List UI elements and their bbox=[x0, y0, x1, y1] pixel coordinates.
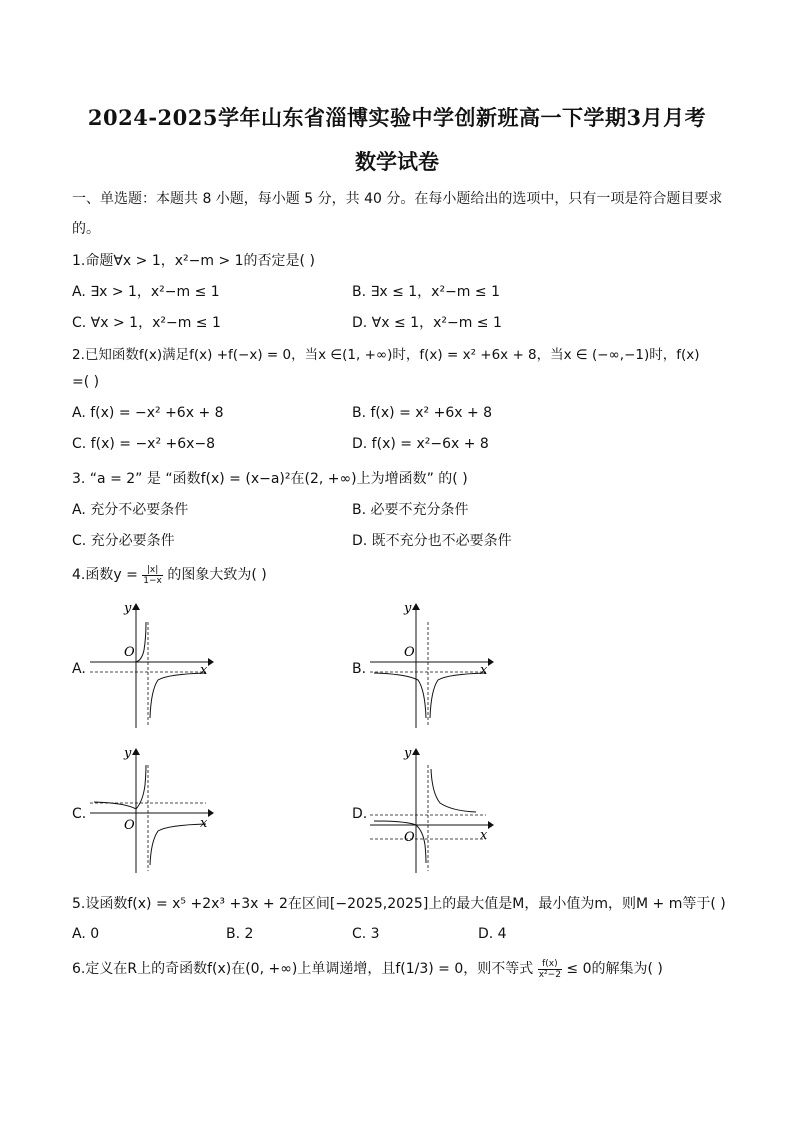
q4-option-d: D. bbox=[352, 806, 368, 822]
curve-left bbox=[94, 765, 146, 809]
q6-frac-num: f(x) bbox=[538, 959, 562, 970]
q1-option-b: B. ∃x ≤ 1，x²−m ≤ 1 bbox=[352, 284, 500, 300]
q1-stem: 1.命题∀x > 1，x²−m > 1的否定是( ) bbox=[72, 253, 315, 269]
q2-stem: 2.已知函数f(x)满足f(x) +f(−x) = 0，当x ∈(1, +∞)时，f(x) = x² +6x + 8，当x ∈ (−∞,−1)时，f(x) bbox=[72, 347, 700, 363]
origin-label: O bbox=[124, 818, 135, 833]
y-axis-arrow bbox=[412, 748, 420, 755]
q2-option-d: D. f(x) = x²−6x + 8 bbox=[352, 436, 489, 452]
q4-frac-num: |x| bbox=[142, 565, 163, 576]
q4-graph-a bbox=[86, 600, 216, 730]
q4-frac-den: 1−x bbox=[143, 575, 162, 586]
q3-option-b: B. 必要不充分条件 bbox=[352, 502, 469, 518]
section-heading-cont: 的。 bbox=[72, 221, 100, 237]
x-axis-label: x bbox=[480, 828, 488, 843]
q4-option-a: A. bbox=[72, 661, 86, 677]
y-axis-label: y bbox=[404, 601, 412, 616]
q5-option-d: D. 4 bbox=[478, 926, 507, 942]
curve-right bbox=[150, 824, 206, 865]
curve-right bbox=[150, 673, 206, 718]
x-axis-label: x bbox=[200, 663, 208, 678]
q6-fraction bbox=[538, 959, 562, 980]
q1-option-c: C. ∀x > 1，x²−m ≤ 1 bbox=[72, 315, 221, 331]
q6-frac-den: x²−2 bbox=[538, 969, 561, 980]
q4-stem bbox=[72, 564, 267, 586]
q5-option-b: B. 2 bbox=[226, 926, 254, 942]
y-axis-label: y bbox=[124, 601, 132, 616]
q2-stem-cont: =( ) bbox=[72, 374, 100, 390]
q2-option-c: C. f(x) = −x² +6x−8 bbox=[72, 436, 216, 452]
q4-graph-c bbox=[86, 745, 216, 875]
q3-stem: 3. “a = 2” 是 “函数f(x) = (x−a)²在(2, +∞)上为增函数” 的( ) bbox=[72, 471, 468, 487]
q4-graph-d bbox=[366, 745, 496, 875]
curve-left bbox=[94, 622, 146, 662]
curve-right bbox=[431, 769, 476, 812]
q4-stem-prefix: 4.函数y = bbox=[72, 567, 138, 583]
origin-label: O bbox=[404, 645, 415, 660]
q2-option-b: B. f(x) = x² +6x + 8 bbox=[352, 405, 493, 421]
curve-left bbox=[374, 673, 426, 718]
q5-option-a: A. 0 bbox=[72, 926, 100, 942]
q4-option-b: B. bbox=[352, 661, 367, 677]
q1-option-a: A. ∃x > 1，x²−m ≤ 1 bbox=[72, 284, 220, 300]
y-axis-label: y bbox=[404, 746, 412, 761]
q4-fraction bbox=[142, 565, 163, 586]
q1-option-d: D. ∀x ≤ 1，x²−m ≤ 1 bbox=[352, 315, 502, 331]
section-heading: 一、单选题：本题共 8 小题，每小题 5 分，共 40 分。在每小题给出的选项中，只有一项是符合题目要求 bbox=[72, 191, 723, 207]
q5-stem: 5.设函数f(x) = x⁵ +2x³ +3x + 2在区间[−2025,2025]上的最大值是M，最小值为m，则M + m等于( ) bbox=[72, 896, 726, 912]
q3-option-c: C. 充分必要条件 bbox=[72, 533, 175, 549]
origin-label: O bbox=[404, 830, 415, 845]
origin-label: O bbox=[124, 645, 135, 660]
y-axis-arrow bbox=[132, 748, 140, 755]
x-axis-label: x bbox=[200, 816, 208, 831]
q6-stem-suffix: ≤ 0的解集为( ) bbox=[566, 961, 663, 977]
x-axis-arrow bbox=[488, 821, 494, 829]
x-axis-arrow bbox=[208, 809, 214, 817]
y-axis-label: y bbox=[124, 746, 132, 761]
q6-stem bbox=[72, 958, 663, 980]
q4-graph-b bbox=[366, 600, 496, 730]
exam-title: 2024-2025学年山东省淄博实验中学创新班高一下学期3月月考 bbox=[87, 105, 707, 130]
x-axis-arrow bbox=[488, 658, 494, 666]
q4-stem-suffix: 的图象大致为( ) bbox=[167, 567, 267, 583]
y-axis-arrow bbox=[412, 603, 420, 610]
exam-subtitle: 数学试卷 bbox=[355, 149, 439, 174]
q3-option-d: D. 既不充分也不必要条件 bbox=[352, 533, 512, 549]
q2-option-a: A. f(x) = −x² +6x + 8 bbox=[72, 405, 224, 421]
q5-option-c: C. 3 bbox=[352, 926, 380, 942]
curve-left bbox=[374, 821, 426, 863]
x-axis-arrow bbox=[208, 658, 214, 666]
curve-right bbox=[430, 673, 486, 718]
q6-stem-prefix: 6.定义在R上的奇函数f(x)在(0, +∞)上单调递增，且f(1/3) = 0，则不等式 bbox=[72, 961, 534, 977]
q3-option-a: A. 充分不必要条件 bbox=[72, 502, 189, 518]
q4-option-c: C. bbox=[72, 806, 87, 822]
x-axis-label: x bbox=[480, 663, 488, 678]
y-axis-arrow bbox=[132, 603, 140, 610]
